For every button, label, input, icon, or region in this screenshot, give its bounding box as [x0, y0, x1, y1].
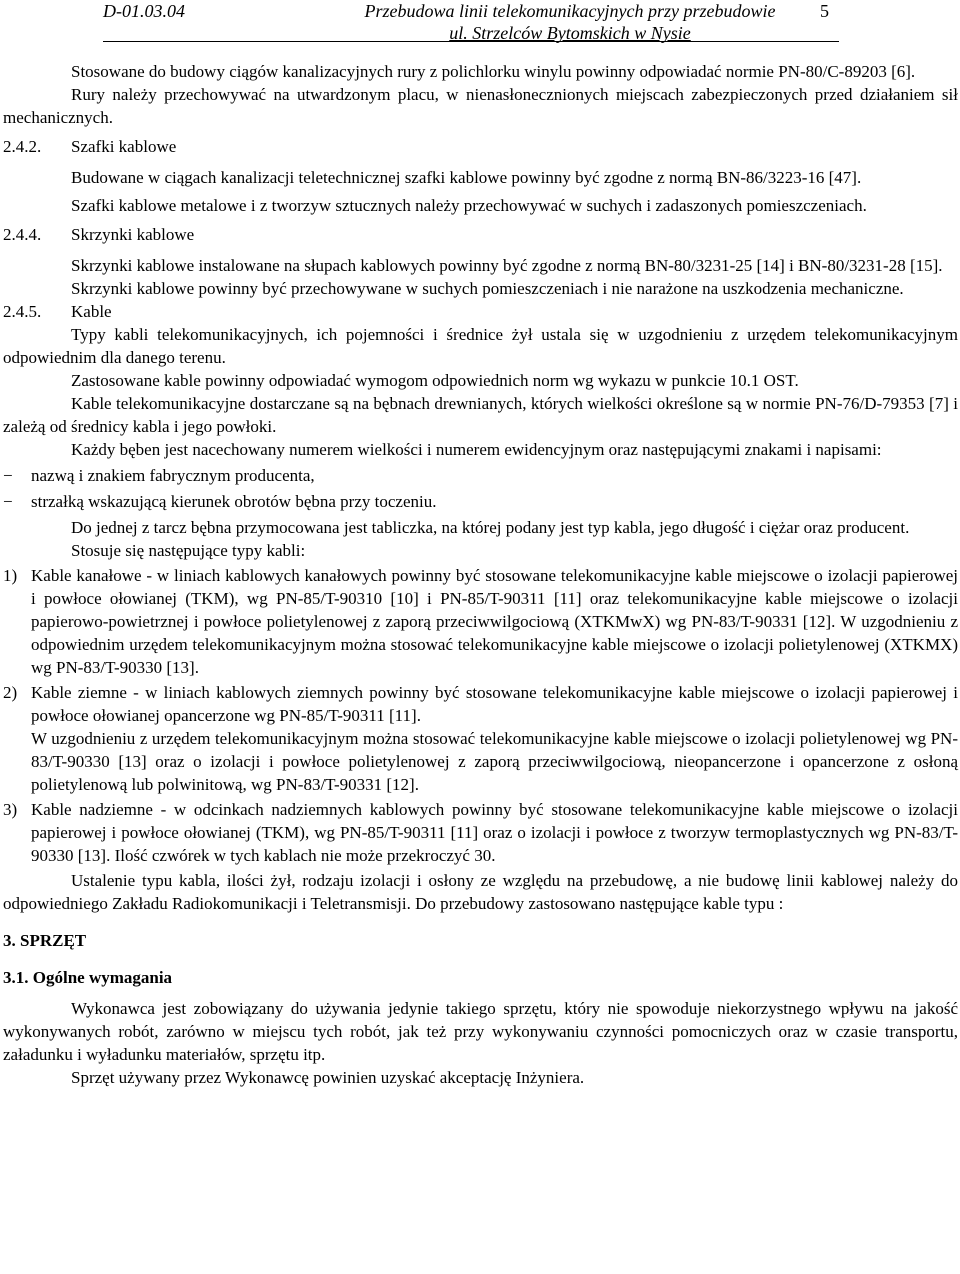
- list-text-block: [31, 681, 958, 796]
- paragraph: Sprzęt używany przez Wykonawcę powinien uzyskać akceptację Inżyniera.: [71, 1068, 585, 1087]
- paragraph: Stosuje się następujące typy kabli:: [71, 541, 306, 560]
- list-number: 1): [3, 566, 18, 585]
- paragraph: Do jednej z tarcz bębna przymocowana jest tabliczka, na której podany jest typ kabla, jego długość i ciężar oraz producent.: [71, 518, 910, 537]
- dash-list-text: strzałką wskazującą kierunek obrotów bębna przy toczeniu.: [31, 492, 437, 511]
- list-text: W uzgodnieniu z urzędem telekomunikacyjnym można stosować telekomunikacyjne kable miejscowe o izolacji polietylenowej wg PN-83/T-90330 [13] oraz o izolacji i powłoce polietylenowej z zaporą przeciwwilgociową, nieopancerzone i opancerzone z osłoną polietylenową lub polwinitową, wg PN-83/T-90331 [12].: [31, 729, 958, 794]
- paragraph: Zastosowane kable powinny odpowiadać wymogom odpowiednich norm wg wykazu w punkcie 10.1 OST.: [71, 371, 799, 390]
- page-header: [0, 0, 960, 44]
- paragraph: Skrzynki kablowe powinny być przechowywane w suchych pomieszczeniach i nie narażone na uszkodzenia mechaniczne.: [71, 279, 904, 298]
- section-heading: [3, 135, 958, 158]
- document-title: [292, 0, 848, 44]
- section-heading: [3, 223, 958, 246]
- numbered-list-item: [3, 681, 958, 796]
- section-number: 2.4.4.: [3, 225, 42, 244]
- section-title: Kable: [71, 302, 112, 321]
- title-line-2: ul. Strzelców Bytomskich w Nysie: [449, 23, 691, 43]
- paragraph: Kable telekomunikacyjne dostarczane są na bębnach drewnianych, których wielkości określone są w normie PN-76/D-79353 [7] i zależą od średnicy kabla i jego powłoki.: [3, 394, 958, 436]
- title-line-1: Przebudowa linii telekomunikacyjnych przy przebudowie: [364, 1, 776, 21]
- section-title: Szafki kablowe: [71, 137, 177, 156]
- section-number: 2.4.5.: [3, 302, 42, 321]
- dash-list-text: nazwą i znakiem fabrycznym producenta,: [31, 466, 315, 485]
- numbered-list-item: [3, 798, 958, 867]
- paragraph: Wykonawca jest zobowiązany do używania jedynie takiego sprzętu, który nie spowoduje niekorzystnego wpływu na jakość wykonywanych robót, zarówno w miejscu tych robót, jak też przy wykonywaniu czynności pomocniczych oraz w czasie transportu, załadunku i wyładunku materiałów, sprzętu itp.: [3, 999, 958, 1064]
- paragraph: Typy kabli telekomunikacyjnych, ich pojemności i średnice żył ustala się w uzgodnieniu z urzędem telekomunikacyjnym odpowiednim dla danego terenu.: [3, 325, 958, 367]
- dash-marker: −: [3, 466, 13, 485]
- paragraph: Budowane w ciągach kanalizacji teletechnicznej szafki kablowe powinny być zgodne z normą BN-86/3223-16 [47].: [71, 168, 862, 187]
- numbered-list-item: [3, 564, 958, 679]
- section-number: 2.4.2.: [3, 137, 42, 156]
- list-text: Kable kanałowe - w liniach kablowych kanałowych powinny być stosowane telekomunikacyjne kable miejscowe o izolacji papierowej i powłoce ołowianej (TKM), wg PN-85/T-90310 [10] i PN-85/T-90311 [11] oraz telekomunikacyjne kable miejscowe o izolacji papierowo-powietrznej i powłoce polietylenowej z zaporą przeciwwilgociową (XTKMwX) wg PN-83/T-90331 [12]. W uzgodnieniu z odpowiednim urzędem telekomunikacyjnym można stosować telekomunikacyjne kable miejscowe o izolacji polietylenowej (XTKMX) wg PN-83/T-90330 [13].: [31, 566, 958, 677]
- paragraph: Każdy bęben jest nacechowany numerem wielkości i numerem ewidencyjnym oraz następującymi znakami i napisami:: [71, 440, 882, 459]
- chapter-heading: 3. SPRZĘT: [3, 931, 87, 950]
- paragraph: Skrzynki kablowe instalowane na słupach kablowych powinny być zgodne z normą BN-80/3231-25 [14] i BN-80/3231-28 [15].: [71, 256, 943, 275]
- dash-marker: −: [3, 492, 13, 511]
- paragraph: Szafki kablowe metalowe i z tworzyw sztucznych należy przechowywać w suchych i zadaszonych pomieszczeniach.: [71, 196, 867, 215]
- paragraph: Stosowane do budowy ciągów kanalizacyjnych rury z polichlorku winylu powinny odpowiadać normie PN-80/C-89203 [6].: [71, 62, 916, 81]
- list-text: Kable nadziemne - w odcinkach nadziemnych kablowych powinny być stosowane telekomunikacyjne kable miejscowe o izolacji papierowej i powłoce ołowianej (TKM), wg PN-85/T-90311 [11] oraz o izolacji i powłoce z tworzyw termoplastycznych wg PN-83/T-90330 [13]. Ilość czwórek w tych kablach nie może przekroczyć 30.: [31, 800, 958, 865]
- dash-list-item: [3, 464, 958, 487]
- section-title: Skrzynki kablowe: [71, 225, 195, 244]
- paragraph: Ustalenie typu kabla, ilości żył, rodzaju izolacji i osłony ze względu na przebudowę, a nie budowę linii kablowej należy do odpowiedniego Zakładu Radiokomunikacji i Teletransmisji. Do przebudowy zastosowano następujące kable typu :: [3, 871, 958, 913]
- list-number: 3): [3, 800, 18, 819]
- document-code: D-01.03.04: [103, 1, 185, 21]
- list-text: Kable ziemne - w liniach kablowych ziemnych powinny być stosowane telekomunikacyjne kable miejscowe o izolacji papierowej i powłoce ołowianej opancerzone wg PN-85/T-90311 [11].: [31, 683, 958, 725]
- document-body: [3, 60, 958, 1089]
- subsection-heading: 3.1. Ogólne wymagania: [3, 968, 173, 987]
- list-number: 2): [3, 683, 18, 702]
- page-number: 5: [820, 1, 829, 21]
- section-heading: [3, 300, 958, 323]
- header-rule: [103, 41, 839, 42]
- dash-list-item: [3, 490, 958, 513]
- paragraph: Rury należy przechowywać na utwardzonym placu, w nienasłonecznionych miejscach zabezpieczonych przed działaniem sił mechanicznych.: [3, 85, 958, 127]
